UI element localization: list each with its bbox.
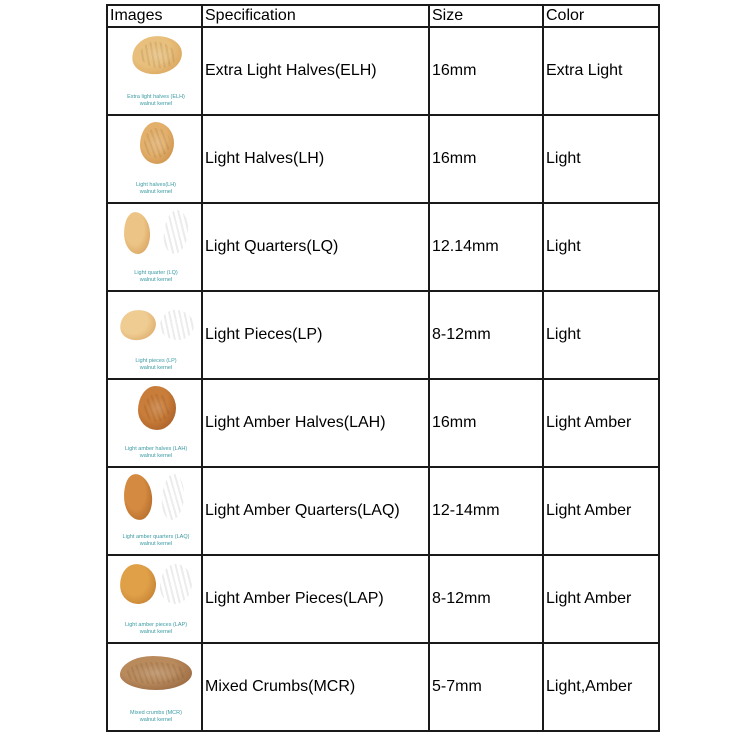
color-cell: Light Amber [543, 379, 659, 467]
header-images: Images [107, 5, 202, 27]
table-row [107, 379, 659, 467]
caption-line2: walnut kernel [139, 101, 173, 107]
caption-line1: Light amber quarters (LAQ) [122, 534, 190, 540]
image-caption [110, 358, 202, 372]
product-thumbnail [110, 28, 202, 114]
specification-cell: Light Amber Quarters(LAQ) [202, 467, 429, 555]
product-thumbnail [110, 116, 202, 202]
walnut-kernel-image [126, 662, 186, 684]
product-thumbnail [110, 380, 202, 466]
specification-cell: Light Amber Pieces(LAP) [202, 555, 429, 643]
color-cell: Light Amber [543, 555, 659, 643]
walnut-kernel-image [160, 473, 185, 520]
size-cell: 12-14mm [429, 467, 543, 555]
product-image-cell [107, 555, 202, 643]
walnut-kernel-image [162, 209, 190, 255]
walnut-kernel-image [123, 211, 152, 255]
walnut-kernel-image [122, 473, 155, 522]
caption-line1: Light quarter (LQ) [134, 270, 178, 276]
specification-cell: Light Quarters(LQ) [202, 203, 429, 291]
size-cell: 16mm [429, 115, 543, 203]
table-row [107, 291, 659, 379]
product-thumbnail [110, 468, 202, 554]
product-image-cell [107, 643, 202, 731]
specification-cell: Mixed Crumbs(MCR) [202, 643, 429, 731]
specification-cell: Light Pieces(LP) [202, 291, 429, 379]
header-color: Color [543, 5, 659, 27]
table-row [107, 115, 659, 203]
product-image-cell [107, 379, 202, 467]
specification-cell: Extra Light Halves(ELH) [202, 27, 429, 115]
product-thumbnail [110, 556, 202, 642]
product-image-cell [107, 291, 202, 379]
table-row [107, 203, 659, 291]
walnut-kernel-image [144, 394, 170, 422]
product-thumbnail [110, 292, 202, 378]
specification-cell: Light Halves(LH) [202, 115, 429, 203]
image-caption [110, 446, 202, 460]
product-image-cell [107, 115, 202, 203]
caption-line1: Light pieces (LP) [135, 358, 177, 364]
product-thumbnail [110, 644, 202, 730]
caption-line1: Light amber halves (LAH) [124, 446, 188, 452]
walnut-kernel-image [118, 562, 158, 606]
walnut-kernel-image [144, 128, 170, 158]
table-row [107, 27, 659, 115]
color-cell: Light,Amber [543, 643, 659, 731]
caption-line2: walnut kernel [139, 453, 173, 459]
image-caption [110, 534, 202, 548]
size-cell: 16mm [429, 379, 543, 467]
caption-line1: Mixed crumbs (MCR) [130, 710, 182, 716]
walnut-kernel-image [158, 308, 196, 342]
caption-line2: walnut kernel [139, 365, 173, 371]
size-cell: 8-12mm [429, 291, 543, 379]
product-thumbnail [110, 204, 202, 290]
caption-line1: Extra light halves (ELH) [127, 94, 185, 100]
image-caption [110, 270, 202, 284]
table-row [107, 555, 659, 643]
caption-line1: Light halves(LH) [135, 182, 177, 188]
walnut-kernel-image [158, 562, 194, 605]
caption-line2: walnut kernel [139, 189, 173, 195]
table-row [107, 643, 659, 731]
caption-line2: walnut kernel [139, 277, 173, 283]
size-cell: 5-7mm [429, 643, 543, 731]
color-cell: Light [543, 203, 659, 291]
color-cell: Light [543, 291, 659, 379]
image-caption [110, 182, 202, 196]
color-cell: Extra Light [543, 27, 659, 115]
header-specification: Specification [202, 5, 429, 27]
caption-line2: walnut kernel [139, 717, 173, 723]
product-image-cell [107, 203, 202, 291]
size-cell: 16mm [429, 27, 543, 115]
walnut-spec-table [106, 4, 660, 732]
specification-cell: Light Amber Halves(LAH) [202, 379, 429, 467]
product-image-cell [107, 27, 202, 115]
header-size: Size [429, 5, 543, 27]
caption-line2: walnut kernel [139, 541, 173, 547]
image-caption [110, 622, 202, 636]
caption-line1: Light amber pieces (LAP) [124, 622, 188, 628]
walnut-kernel-image [118, 307, 159, 343]
color-cell: Light [543, 115, 659, 203]
image-caption [110, 710, 202, 724]
product-image-cell [107, 467, 202, 555]
color-cell: Light Amber [543, 467, 659, 555]
caption-line2: walnut kernel [139, 629, 173, 635]
size-cell: 8-12mm [429, 555, 543, 643]
image-caption [110, 94, 202, 108]
size-cell: 12.14mm [429, 203, 543, 291]
header-row [107, 5, 659, 27]
table-row [107, 467, 659, 555]
